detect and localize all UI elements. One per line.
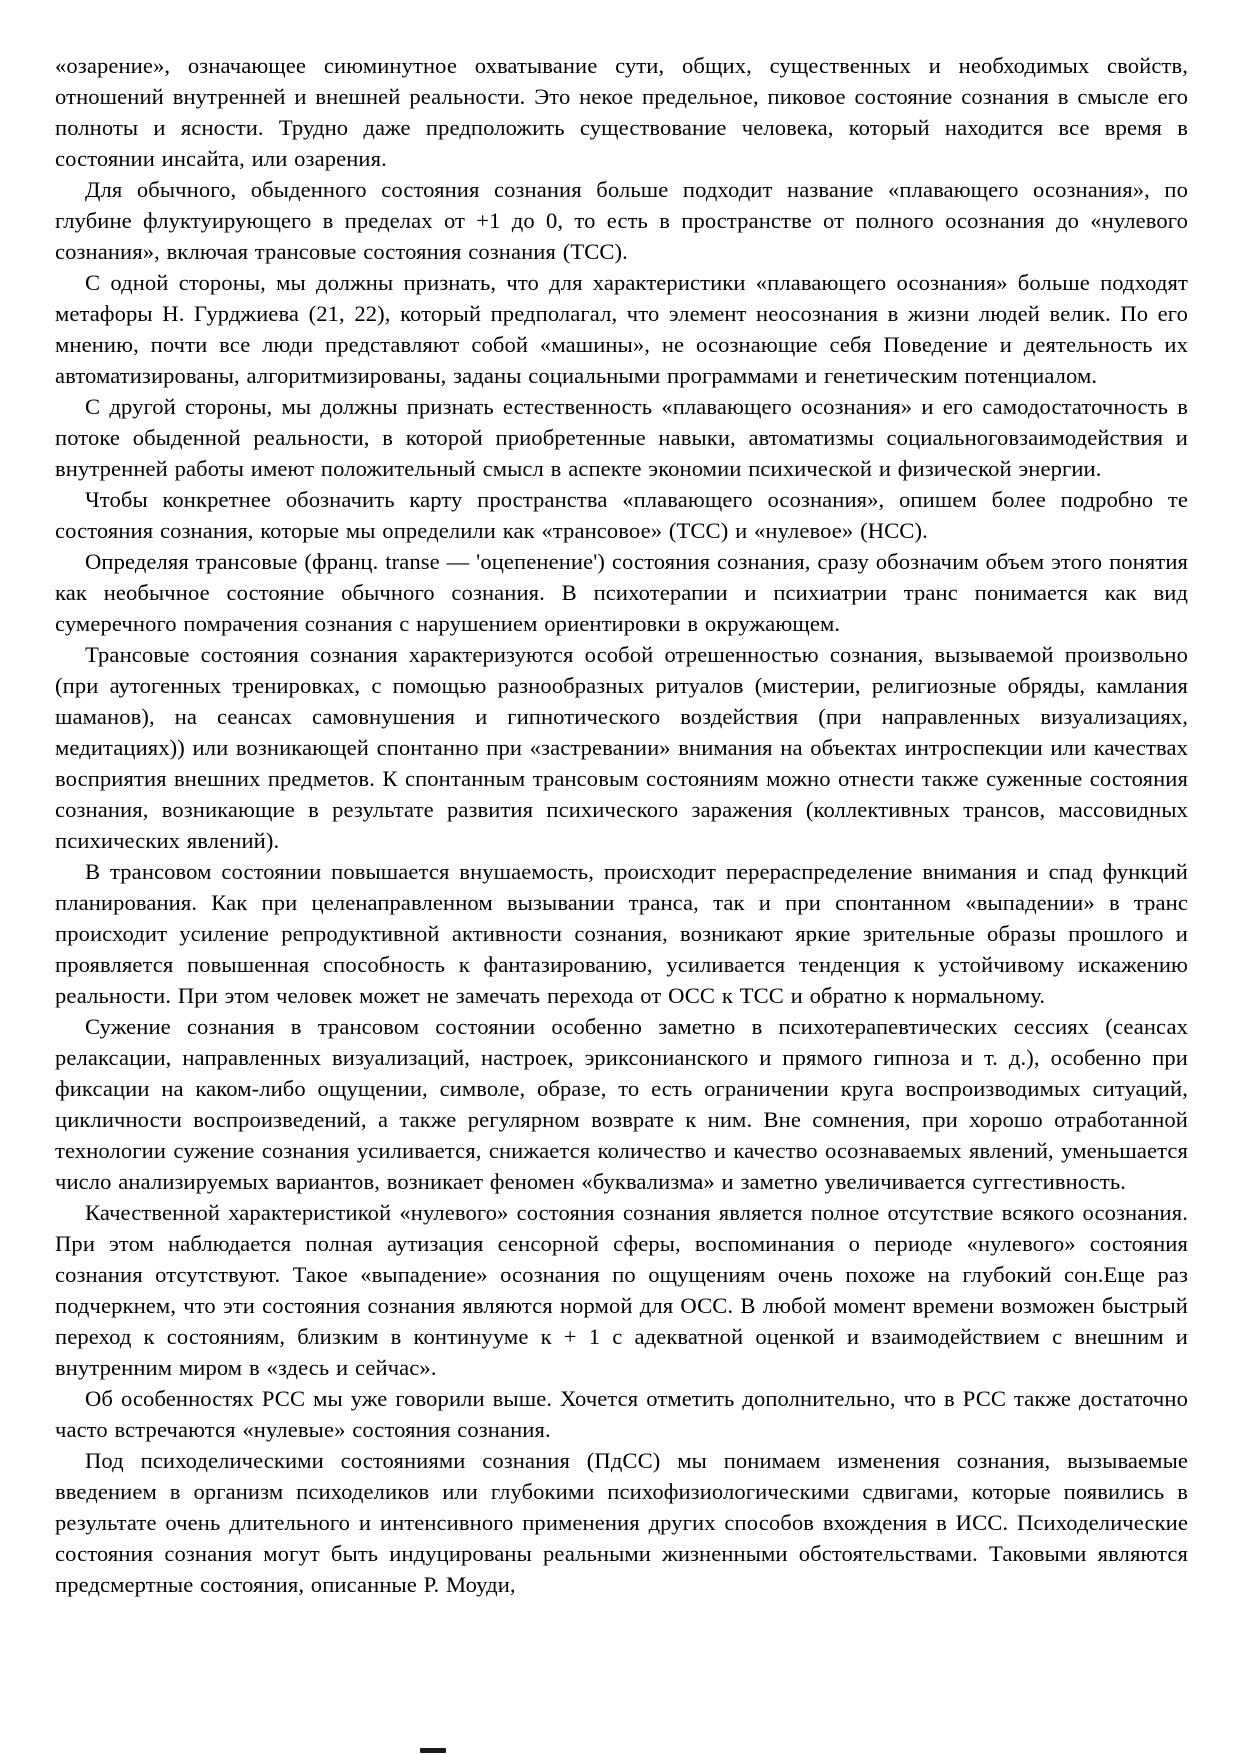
paragraph: Для обычного, обыденного состояния сознания больше подходит название «плавающего осознания», по глубине флуктуирующего в пределах от +1 до 0, то есть в пространстве от полного осознания до «нулевого сознания», включая трансовые состояния сознания (ТСС). (55, 177, 1188, 264)
text-block (55, 50, 1188, 1600)
paragraph: Трансовые состояния сознания характеризуются особой отрешенностью сознания, вызываемой произвольно (при аутогенных тренировках, с помощью разнообразных ритуалов (мистерии, религиозные обряды, камлания шаманов), на сеансах самовнушения и гипнотического воздействия (при направленных визуализациях, медитациях)) или возникающей спонтанно при «застревании» внимания на объектах интроспекции или качествах восприятия внешних предметов. К спонтанным трансовым состояниям можно отнести также суженные состояния сознания, возникающие в результате развития психического заражения (коллективных трансов, массовидных психических явлений). (55, 642, 1188, 853)
paragraph: Качественной характеристикой «нулевого» состояния сознания является полное отсутствие всякого осознания. При этом наблюдается полная аутизация сенсорной сферы, воспоминания о периоде «нулевого» состояния сознания отсутствуют. Такое «выпадение» осознания по ощущениям очень похоже на глубокий сон.Еще раз подчеркнем, что эти состояния сознания являются нормой для ОСС. В любой момент времени возможен быстрый переход к состояниям, близким в континууме к + 1 с адекватной оценкой и взаимодействием с внешним и внутренним миром в «здесь и сейчас». (55, 1200, 1188, 1380)
paragraph: Под психоделическими состояниями сознания (ПдСС) мы понимаем изменения сознания, вызываемые введением в организм психоделиков или глубокими психофизиологическими сдвигами, которые появились в результате очень длительного и интенсивного применения других способов вхождения в ИСС. Психоделические состояния сознания могут быть индуцированы реальными жизненными обстоятельствами. Таковыми являются предсмертные состояния, описанные Р. Моуди, (55, 1448, 1188, 1597)
paragraph: «озарение», означающее сиюминутное охватывание сути, общих, существенных и необходимых свойств, отношений внутренней и внешней реальности. Это некое предельное, пиковое состояние сознания в смысле его полноты и ясности. Трудно даже предположить существование человека, который находится все время в состоянии инсайта, или озарения. (55, 53, 1188, 171)
paragraph: В трансовом состоянии повышается внушаемость, происходит перераспределение внимания и спад функций планирования. Как при целенаправленном вызывании транса, так и при спонтанном «выпадении» в транс происходит усиление репродуктивной активности сознания, возникают яркие зрительные образы прошлого и проявляется повышенная способность к фантазированию, усиливается тенденция к устойчивому искажению реальности. При этом человек может не замечать перехода от ОСС к ТСС и обратно к нормальному. (55, 859, 1188, 1008)
paragraph: С одной стороны, мы должны признать, что для характеристики «плавающего осознания» больше подходят метафоры Н. Гурджиева (21, 22), который предполагал, что элемент неосознания в жизни людей велик. По его мнению, почти все люди представляют собой «машины», не осознающие себя Поведение и деятельность их автоматизированы, алгоритмизированы, заданы социальными программами и генетическим потенциалом. (55, 270, 1188, 388)
paragraph: С другой стороны, мы должны признать естественность «плавающего осознания» и его самодостаточность в потоке обыденной реальности, в которой приобретенные навыки, автоматизмы социальноговзаимодействия и внутренней работы имеют положительный смысл в аспекте экономии психической и физической энергии. (55, 394, 1188, 481)
scan-artifact (420, 1748, 446, 1753)
paragraph: Определяя трансовые (франц. transe — 'оцепенение') состояния сознания, сразу обозначим объем этого понятия как необычное состояние обычного сознания. В психотерапии и психиатрии транс понимается как вид сумеречного помрачения сознания с нарушением ориентировки в окружающем. (55, 549, 1188, 636)
paragraph: Сужение сознания в трансовом состоянии особенно заметно в психотерапевтических сессиях (сеансах релаксации, направленных визуализаций, настроек, эриксонианского и прямого гипноза и т. д.), особенно при фиксации на каком-либо ощущении, символе, образе, то есть ограничении круга воспроизводимых ситуаций, цикличности воспроизведений, а также регулярном возврате к ним. Вне сомнения, при хорошо отработанной технологии сужение сознания усиливается, снижается количество и качество осознаваемых явлений, уменьшается число анализируемых вариантов, возникает феномен «буквализма» и заметно увеличивается суггестивность. (55, 1014, 1188, 1194)
paragraph: Чтобы конкретнее обозначить карту пространства «плавающего осознания», опишем более подробно те состояния сознания, которые мы определили как «трансовое» (ТСС) и «нулевое» (НСС). (55, 487, 1188, 543)
paragraph: Об особенностях РСС мы уже говорили выше. Хочется отметить дополнительно, что в РСС также достаточно часто встречаются «нулевые» состояния сознания. (55, 1386, 1188, 1442)
